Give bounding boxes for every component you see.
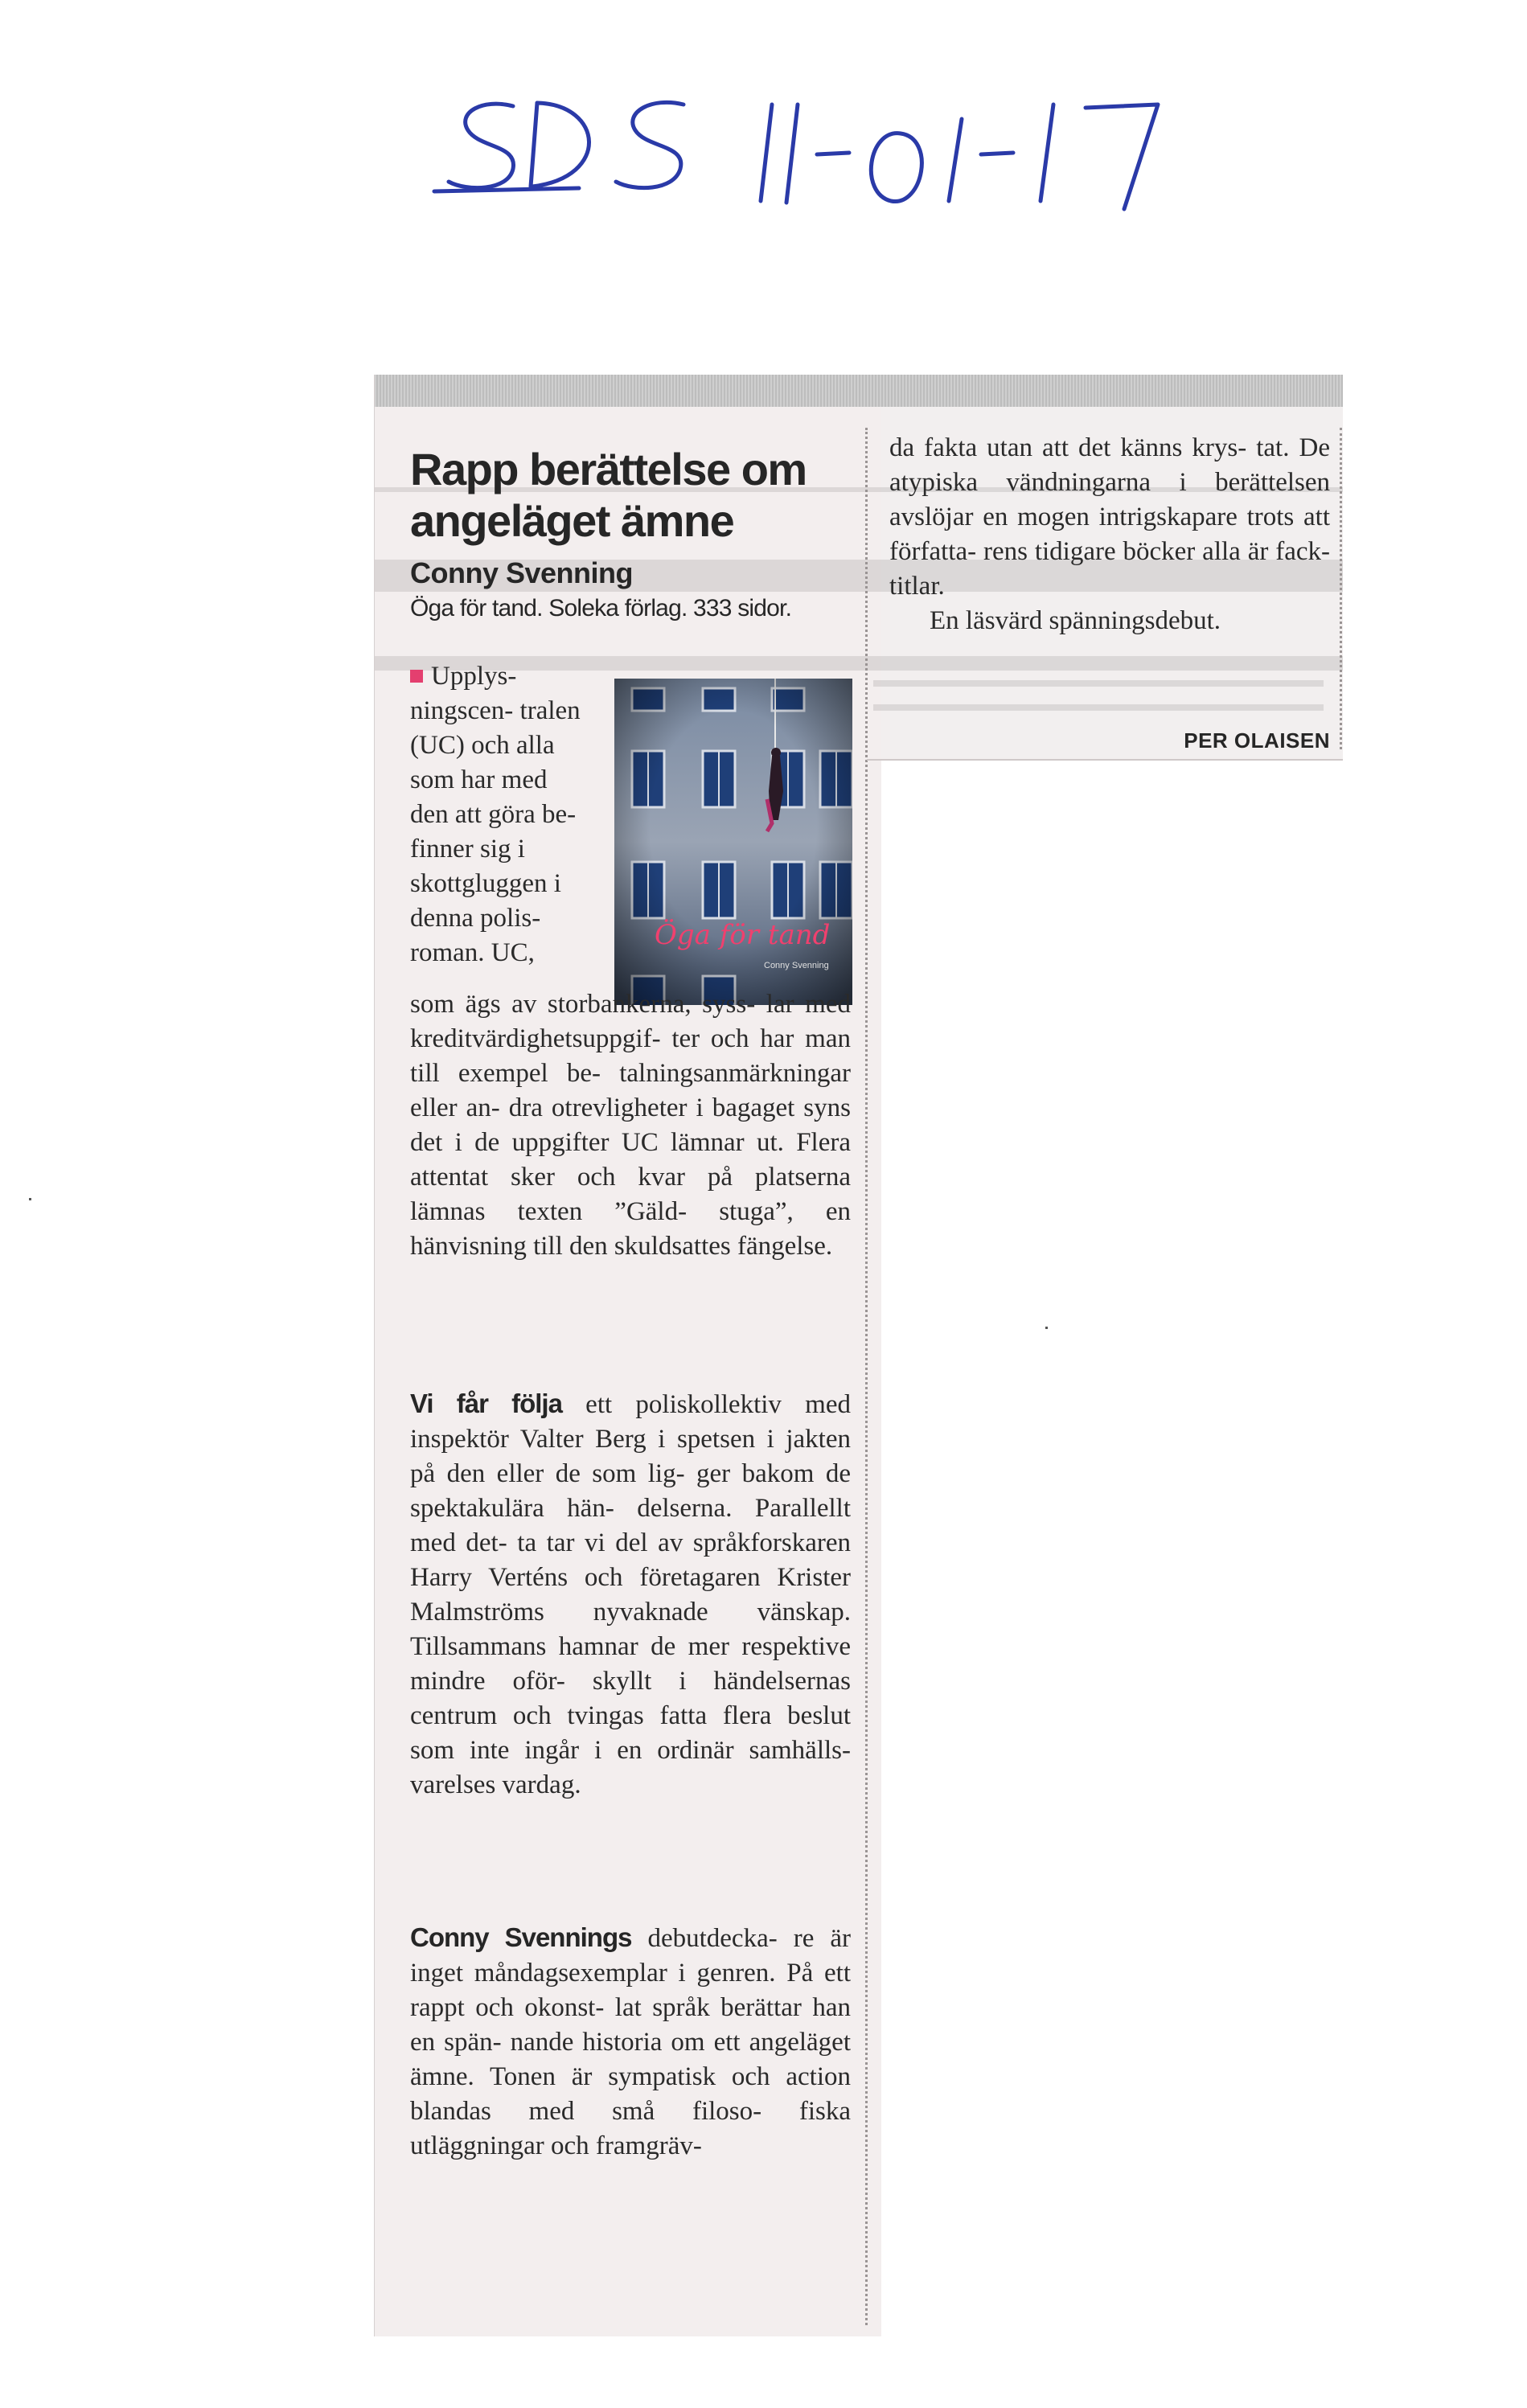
- handwriting-drawing: [418, 80, 1222, 225]
- paragraph-3-lead-in: Conny Svennings: [410, 1922, 632, 1952]
- column-2-text: [889, 431, 1330, 638]
- paragraph-2-text: ett poliskollektiv med inspektör Valter Berg i spetsen i jakten på den eller de som lig- ger bakom de spektakulära hän- delserna. Parallellt med det- ta tar vi del av språkforskaren Harry Verténs och företagaren Krister Malmströms nyvaknade vänskap. Tillsammans hamnar de mer respektive mindre oför- skyllt i händelsernas centrum och tvingas fatta flera beslut som inte ingår i en ordinär samhälls- varelses vardag.: [410, 1390, 851, 1799]
- column-2-paragraph: da fakta utan att det känns krys- tat. De atypiska vändningarna i berättelsen avslöjar en mogen intrigskapare trots att författa- rens tidigare böcker alla är fack- titlar.: [889, 433, 1330, 601]
- book-details: Öga för tand. Soleka förlag. 333 sidor.: [410, 595, 792, 621]
- book-cover-image: [614, 679, 852, 1005]
- scan-speck: [29, 1198, 31, 1200]
- paragraph-1-start: [410, 659, 584, 970]
- reviewer-byline: PER OLAISEN: [1184, 728, 1330, 753]
- paragraph-1-continued: som ägs av storbankerna, syss- lar med kreditvärdighetsuppgif- ter och har man till exempel be- talningsanmärkningar eller an- dra otrevligheter i bagaget syns det i de uppgifter UC lämnar ut. Flera attentat sker och kvar på platserna lämnas texten ”Gäld- stuga”, en hänvisning till den skuldsattes fängelse.: [410, 990, 851, 1261]
- clipping-top-edge: [375, 375, 1343, 407]
- square-bullet-icon: [410, 670, 423, 683]
- book-cover-drawing: [614, 679, 852, 1005]
- paragraph-3: [410, 1920, 851, 2164]
- column-2-bottom-edge: [867, 759, 1343, 761]
- paragraph-2-lead-in: Vi får följa: [410, 1389, 562, 1418]
- book-cover-title: Öga för tand: [655, 919, 831, 951]
- book-cover-author: Conny Svenning: [764, 961, 829, 970]
- newspaper-clipping: [375, 375, 1343, 2336]
- handwritten-date-note: [418, 80, 1222, 225]
- article-headline: Rapp berättelse om angeläget ämne: [410, 444, 807, 546]
- column-2-right-rule: [1340, 428, 1342, 749]
- scan-speck: [1045, 1327, 1048, 1329]
- paragraph-3-text: debutdecka- re är inget måndagsexemplar i genren. På ett rappt och okonst- lat språk berättar han en spän- nande historia om ett angeläget ämne. Tonen är sympatisk och action blandas med små filoso- fiska utläggningar och framgräv-: [410, 1924, 851, 2160]
- book-author: Conny Svenning: [410, 556, 634, 589]
- closing-line: En läsvärd spänningsdebut.: [930, 606, 1221, 635]
- paragraph-2: [410, 1386, 851, 1803]
- column-divider: [865, 428, 868, 2325]
- paragraph-1-start-text: Upplys- ningscen- tralen (UC) och alla som har med den att göra be- finner sig i skottgluggen i denna polis- roman. UC,: [410, 662, 581, 967]
